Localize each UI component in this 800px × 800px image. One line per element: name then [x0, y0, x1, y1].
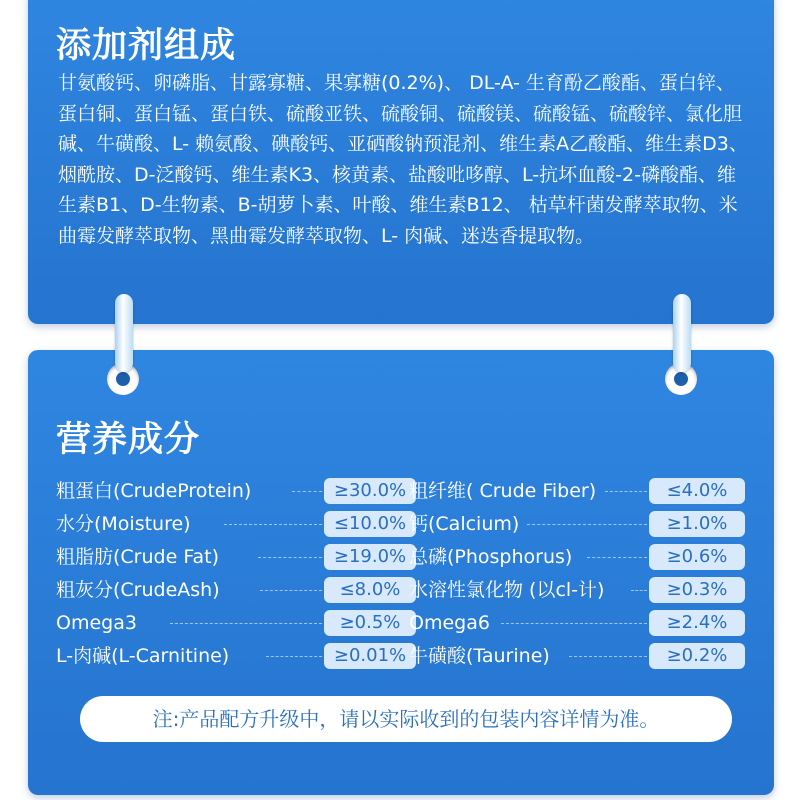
dotted-leader	[501, 623, 647, 624]
nutrient-label: 粗纤维( Crude Fiber)	[409, 480, 597, 502]
nutrition-title: 营养成分	[56, 420, 201, 460]
nutrient-label: 水溶性氯化物 (以cl-计)	[409, 579, 605, 601]
dotted-leader	[527, 524, 647, 525]
dotted-leader	[587, 557, 647, 558]
dotted-leader	[631, 590, 647, 591]
binder-ring-left	[115, 294, 133, 372]
nutrient-value: ≤10.0%	[324, 511, 416, 537]
dotted-leader	[605, 491, 647, 492]
nutrition-card	[28, 350, 774, 795]
nutrient-label: 粗蛋白(CrudeProtein)	[56, 480, 252, 502]
dotted-leader	[260, 590, 322, 591]
dotted-leader	[569, 656, 647, 657]
nutrient-value: ≥0.2%	[649, 643, 745, 669]
additives-card	[28, 0, 774, 324]
dotted-leader	[266, 656, 322, 657]
dotted-leader	[170, 623, 322, 624]
nutrient-label: L-肉碱(L-Carnitine)	[56, 645, 230, 667]
nutrient-value: ≥1.0%	[649, 511, 745, 537]
dotted-leader	[292, 491, 322, 492]
nutrient-value: ≥19.0%	[324, 544, 416, 570]
nutrient-label: Omega6	[409, 612, 490, 634]
dotted-leader	[258, 557, 322, 558]
dotted-leader	[224, 524, 322, 525]
nutrient-value: ≥30.0%	[324, 478, 416, 504]
nutrient-label: 钙(Calcium)	[409, 513, 520, 535]
nutrient-value: ≥0.5%	[324, 610, 416, 636]
formula-upgrade-note: 注:产品配方升级中，请以实际收到的包装内容详情为准。	[80, 696, 732, 742]
nutrient-label: 总磷(Phosphorus)	[409, 546, 573, 568]
nutrient-label: 水分(Moisture)	[56, 513, 191, 535]
nutrient-value: ≥0.3%	[649, 577, 745, 603]
nutrient-value: ≤8.0%	[324, 577, 416, 603]
nutrient-label: Omega3	[56, 612, 137, 634]
nutrient-label: 粗脂肪(Crude Fat)	[56, 546, 220, 568]
binder-ring-right	[673, 294, 691, 372]
additives-title: 添加剂组成	[56, 26, 237, 66]
nutrient-label: 粗灰分(CrudeAsh)	[56, 579, 220, 601]
additives-list: 甘氨酸钙、卵磷脂、甘露寡糖、果寡糖(0.2%)、 DL-A- 生育酚乙酸酯、蛋白锌、蛋白铜、蛋白锰、蛋白铁、硫酸亚铁、硫酸铜、硫酸镁、硫酸锰、硫酸锌、氯化胆碱、牛磺酸、L- 赖氨酸、碘酸钙、亚硒酸钠预混剂、维生素A乙酸酯、维生素D3、烟酰胺、D-泛酸钙、维生素K3、核黄素、盐酸吡哆醇、L-抗坏血酸-2-磷酸酯、维生素B1、D-生物素、B-胡萝卜素、叶酸、维生素B12、 枯草杆菌发酵萃取物、米曲霉发酵萃取物、黑曲霉发酵萃取物、L- 肉碱、迷迭香提取物。	[58, 72, 748, 247]
nutrient-value: ≥2.4%	[649, 610, 745, 636]
nutrient-value: ≥0.01%	[324, 643, 416, 669]
nutrient-value: ≥0.6%	[649, 544, 745, 570]
nutrient-label: 牛磺酸(Taurine)	[409, 645, 550, 667]
nutrient-value: ≤4.0%	[649, 478, 745, 504]
